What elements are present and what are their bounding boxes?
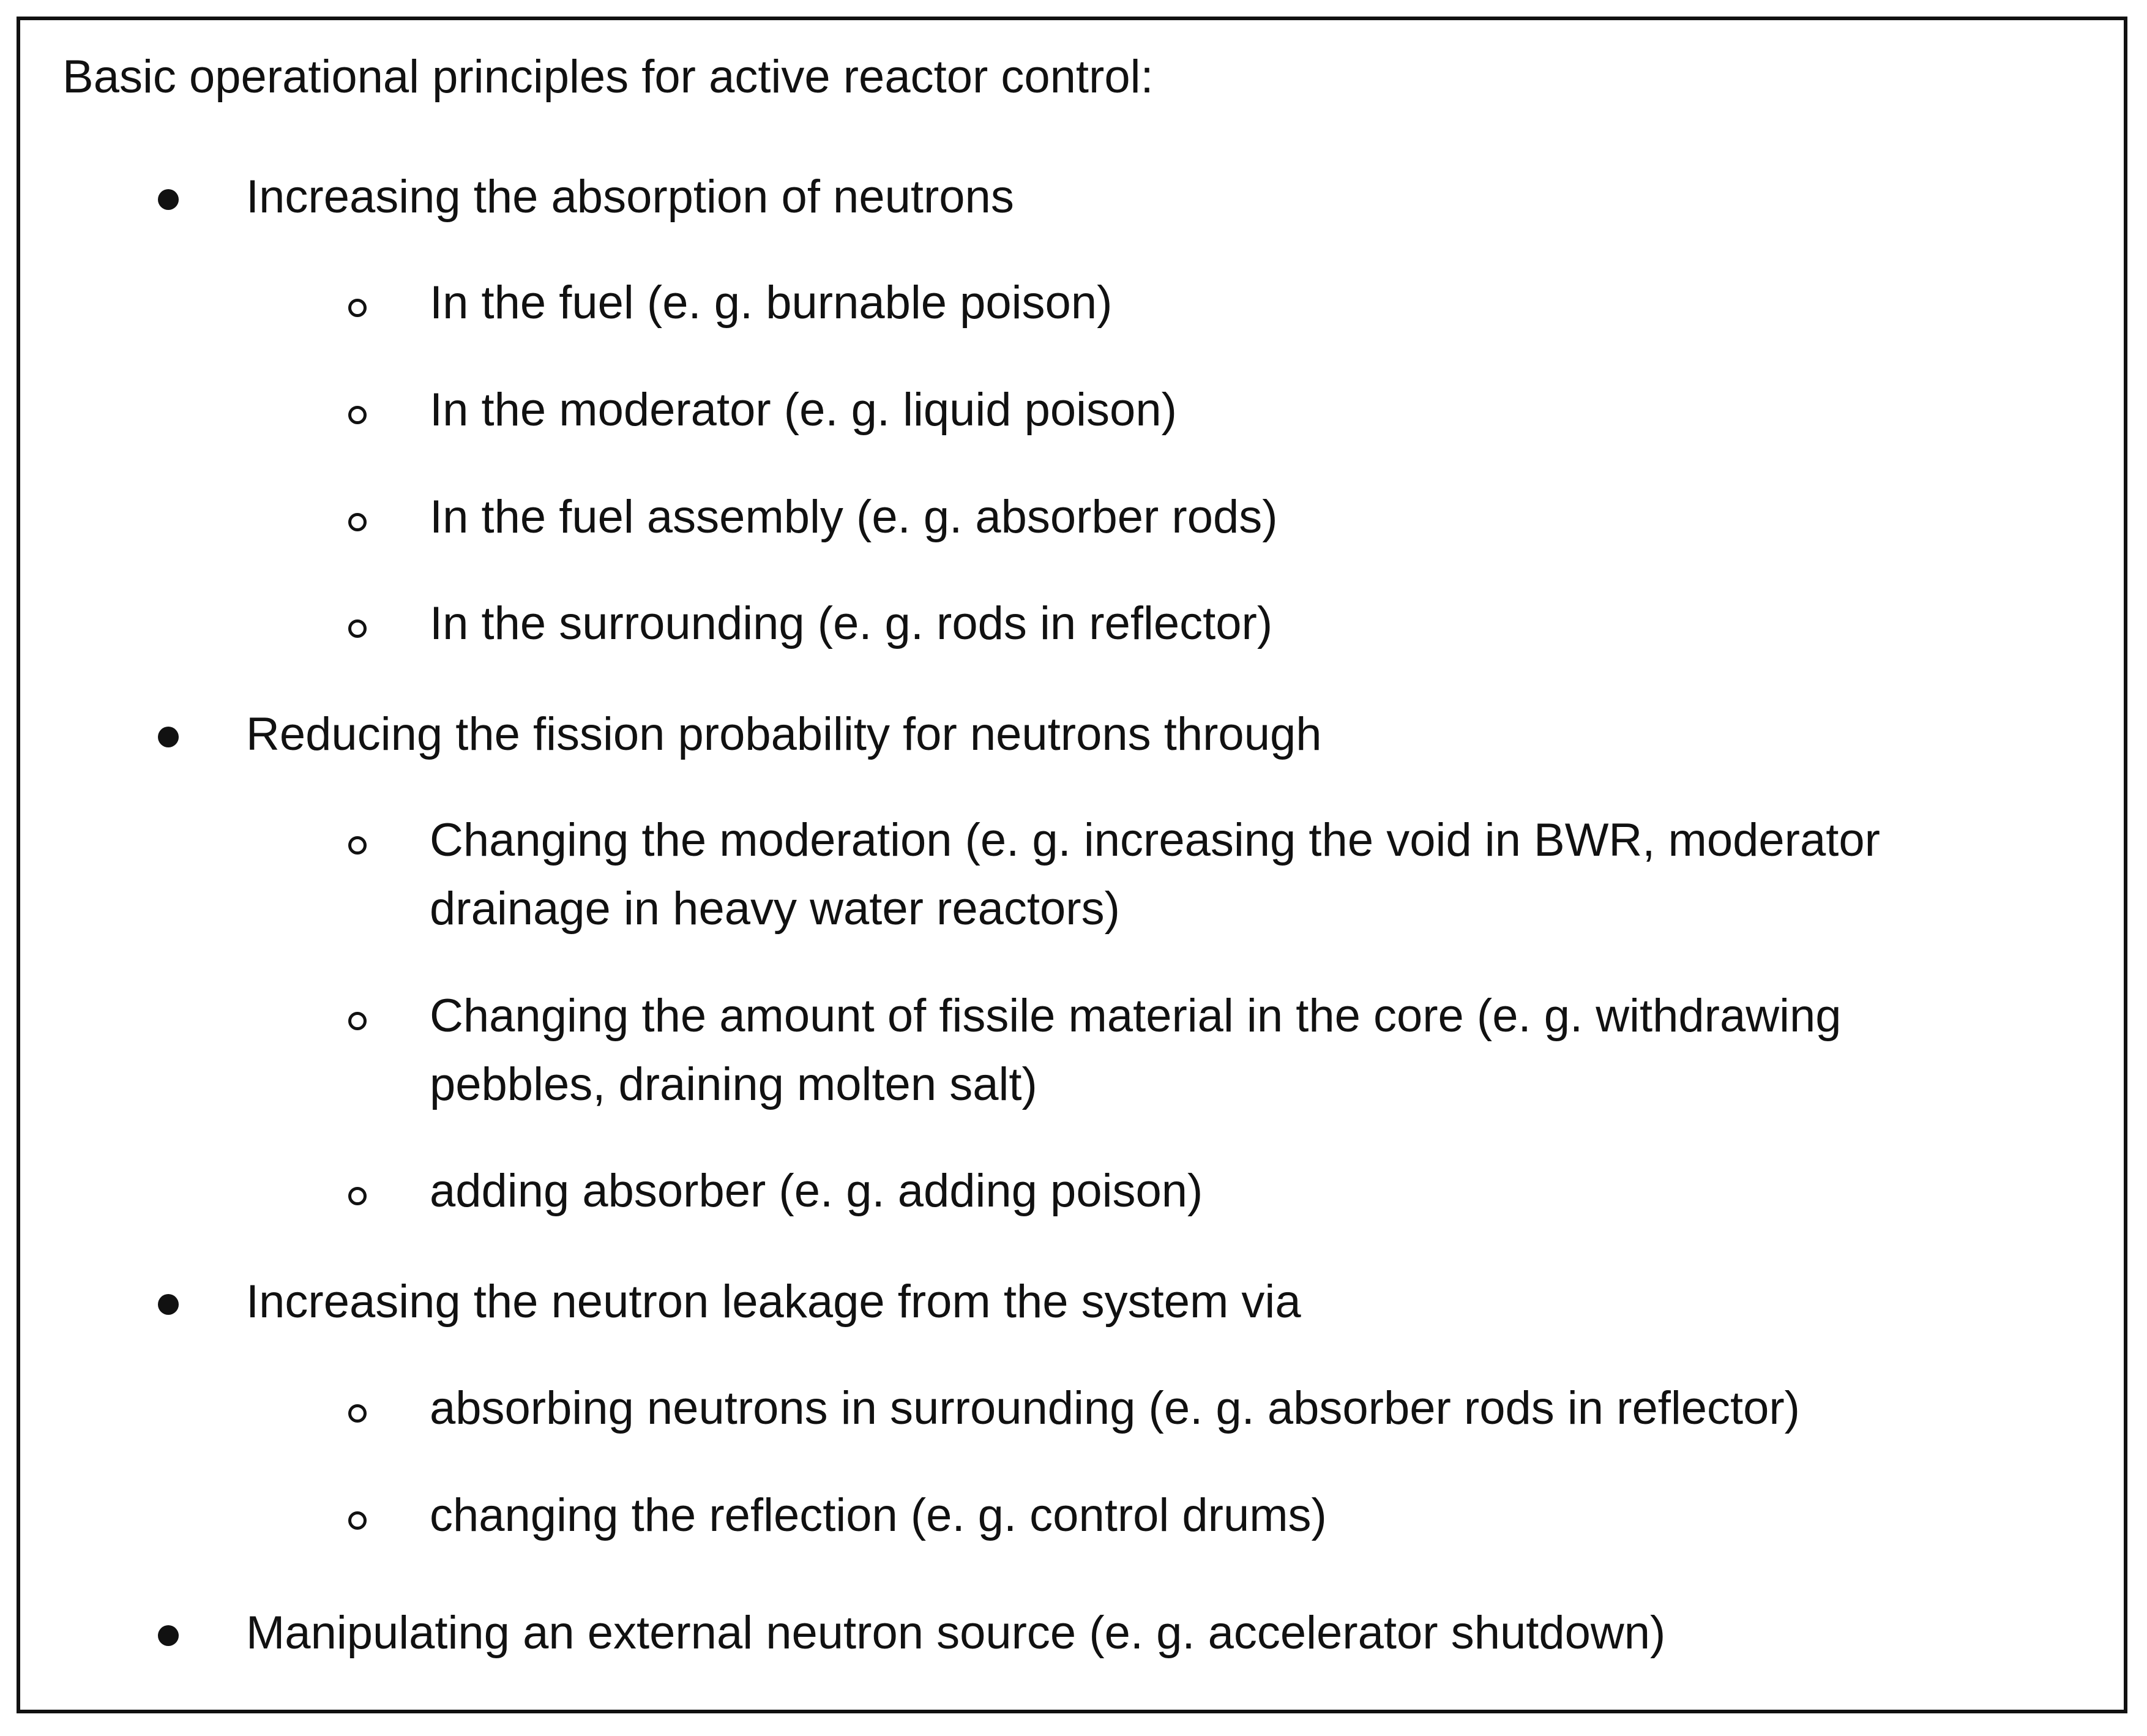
bullet-1 xyxy=(158,189,179,210)
sub-item-2-2-line-2: pebbles, draining molten salt) xyxy=(430,1058,1037,1110)
sub-item-1-4-text: In the surrounding (e. g. rods in reflector) xyxy=(430,597,1273,649)
sub-bullet-2-3 xyxy=(348,1187,367,1205)
bullet-3-text: Increasing the neutron leakage from the system via xyxy=(246,1276,1301,1328)
sub-item-1-2-text: In the moderator (e. g. liquid poison) xyxy=(430,384,1177,436)
bullet-3 xyxy=(158,1294,179,1315)
box-heading: Basic operational principles for active reactor control: xyxy=(62,51,1154,103)
sub-item-2-3-text: adding absorber (e. g. adding poison) xyxy=(430,1165,1203,1217)
sub-item-1-1-text: In the fuel (e. g. burnable poison) xyxy=(430,277,1113,329)
bullet-1-text: Increasing the absorption of neutrons xyxy=(246,171,1014,223)
sub-bullet-1-4 xyxy=(348,619,367,638)
sub-item-1-3-text: In the fuel assembly (e. g. absorber rods) xyxy=(430,491,1278,543)
sub-item-2-1-line-2: drainage in heavy water reactors) xyxy=(430,883,1120,935)
sub-bullet-1-3 xyxy=(348,513,367,531)
sub-bullet-3-1 xyxy=(348,1404,367,1423)
sub-item-2-1-line-1: Changing the moderation (e. g. increasing the void in BWR, moderator xyxy=(430,814,1880,866)
bullet-4-text: Manipulating an external neutron source (e. g. accelerator shutdown) xyxy=(246,1607,1666,1659)
bullet-2-text: Reducing the fission probability for neutrons through xyxy=(246,708,1322,760)
sub-bullet-2-1 xyxy=(348,836,367,855)
sub-bullet-3-2 xyxy=(348,1511,367,1530)
bullet-2 xyxy=(158,727,179,747)
sub-bullet-2-2 xyxy=(348,1012,367,1030)
sub-bullet-1-2 xyxy=(348,406,367,424)
bullet-4 xyxy=(158,1625,179,1646)
sub-item-2-2-line-1: Changing the amount of fissile material in the core (e. g. withdrawing xyxy=(430,990,1842,1042)
sub-item-3-2-text: changing the reflection (e. g. control drums) xyxy=(430,1489,1327,1541)
sub-item-3-1-text: absorbing neutrons in surrounding (e. g. absorber rods in reflector) xyxy=(430,1382,1800,1434)
sub-bullet-1-1 xyxy=(348,299,367,317)
content-box xyxy=(17,17,2127,1713)
